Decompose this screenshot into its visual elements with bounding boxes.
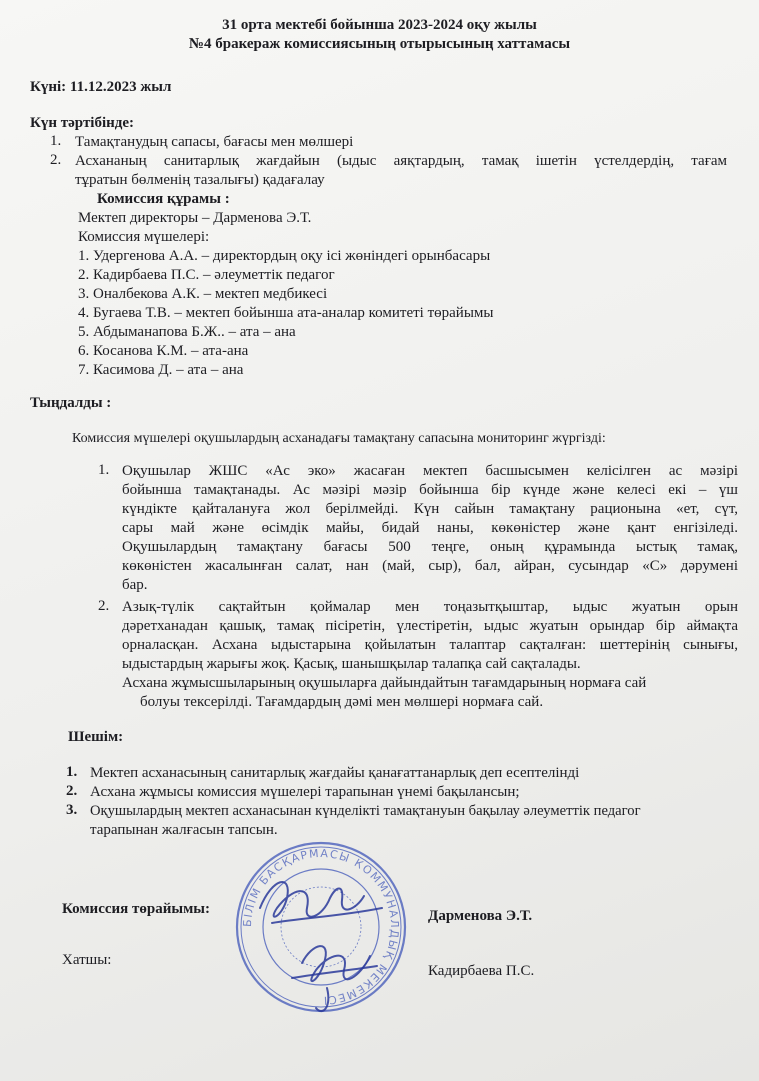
agenda-item-1: Тамақтанудың сапасы, бағасы мен мөлшері — [75, 134, 354, 150]
heard-p1-line: бар. — [122, 577, 148, 593]
secretary-name: Кадирбаева П.С. — [428, 963, 535, 979]
heard-p1-line: сары май және өсімдік майы, бидай наны, көкөністер және қант енгізіледі. — [122, 520, 738, 536]
official-stamp-icon — [232, 838, 410, 1016]
heard-p2-line: дәретханадан қашық, тамақ пісіретін, үлестіретін, ыдыс жуатын орындар бір аймақта — [122, 618, 738, 634]
heard-p1-line: күндікте қайталануға жол берілмейді. Күн сайын тамақтану рационына «ет, сүт, — [122, 501, 738, 517]
document-title-line2: №4 бракераж комиссиясының отырысының хаттамасы — [188, 36, 571, 52]
heard-p1-line: бойынша тамақтанады. Ас мәзірі мәзір бойынша бір күнде және келесі екі – үш — [122, 482, 738, 498]
chair-name: Дарменова Э.Т. — [428, 908, 533, 924]
heard-intro: Комиссия мүшелері оқушылардың асханадағы тамақтану сапасына мониторинг жүргізді: — [72, 431, 606, 446]
heard-p1-line: Оқушылардың тамақтану бағасы 500 теңге, оның құрамында ыстық тамақ, — [122, 539, 738, 555]
decision-item-1: Мектеп асханасының санитарлық жағдайы қанағаттанарлық деп есептелінді — [90, 765, 580, 781]
heard-p1-line: Оқушылар ЖШС «Ас эко» жасаған мектеп басшысымен келісілген ас мәзірі — [122, 463, 738, 479]
decision-item-3-line2: тарапынан жалғасын тапсын. — [90, 822, 278, 838]
heard-p2-line: орналасқан. Асхана ыдыстарына қойылатын талаптар сақталған: шеттерінің сынығы, — [122, 637, 738, 653]
agenda-item-2-line2: тұратын бөлменің тазалығы) қадағалау — [75, 172, 325, 188]
heard-p2-line: Асхана жұмысшыларының оқушыларға дайындайтын тағамдарының нормаға сай — [122, 675, 647, 691]
decision-title: Шешім: — [68, 729, 124, 745]
heard-title: Тыңдалды : — [30, 395, 112, 411]
commission-director: Мектеп директоры – Дарменова Э.Т. — [78, 210, 312, 226]
svg-text:БІЛІМ БАСҚАРМАСЫ КОММУНАЛДЫҚ М — [241, 847, 401, 1007]
heard-p2-line: ыдыстардың жарығы жоқ. Қасық, шанышқылар талапқа сай сақталады. — [122, 656, 581, 672]
commission-title: Комиссия құрамы : — [97, 191, 230, 207]
heard-number-1: 1. — [98, 462, 110, 478]
agenda-number-1: 1. — [50, 133, 62, 149]
agenda-number-2: 2. — [50, 152, 62, 168]
agenda-item-2-line1: Асхананың санитарлық жағдайын (ыдыс аяқтардың, тамақ ішетін үстелдердің, тағам — [75, 153, 727, 169]
commission-member: 3. Оналбекова А.К. – мектеп медбикесі — [78, 286, 328, 302]
agenda-title: Күн тәртібінде: — [30, 115, 135, 131]
commission-member: 7. Касимова Д. – ата – ана — [78, 362, 244, 378]
heard-p1-line: көкөністен жасалынған салат, нан (май, сыр), бал, айран, сусындар «С» дәрумені — [122, 558, 738, 574]
heard-p2-line: болуы тексерілді. Тағамдардың дәмі мен мөлшері нормаға сай. — [140, 694, 544, 710]
commission-member: 1. Удергенова А.А. – директордың оқу ісі жөніндегі орынбасары — [78, 248, 491, 264]
decision-number-3: 3. — [66, 802, 78, 818]
decision-number-1: 1. — [66, 764, 78, 780]
document-date: Күні: 11.12.2023 жыл — [30, 79, 172, 95]
decision-item-3-line1: Оқушылардың мектеп асханасынан күнделікті тамақтануын бақылау әлеуметтік педагог — [90, 803, 641, 819]
secretary-label: Хатшы: — [62, 952, 112, 968]
commission-member: 2. Кадирбаева П.С. – әлеуметтік педагог — [78, 267, 335, 283]
commission-member: 4. Бугаева Т.В. – мектеп бойынша ата-аналар комитеті төрайымы — [78, 305, 494, 321]
heard-p2-line: Азық-түлік сақтайтын қоймалар мен тоңазытқыштар, ыдыс жуатын орын — [122, 599, 738, 615]
stamp-text: БІЛІМ БАСҚАРМАСЫ КОММУНАЛДЫҚ МЕКЕМЕСІ — [240, 846, 402, 1008]
commission-members-title: Комиссия мүшелері: — [78, 229, 210, 245]
document-title-line1: 31 орта мектебі бойынша 2023-2024 оқу жылы — [222, 17, 537, 33]
decision-number-2: 2. — [66, 783, 78, 799]
chair-label: Комиссия төрайымы: — [62, 901, 211, 917]
decision-item-2: Асхана жұмысы комиссия мүшелері тарапынан үнемі бақылансын; — [90, 784, 520, 800]
heard-number-2: 2. — [98, 598, 110, 614]
commission-member: 5. Абдыманапова Б.Ж.. – ата – ана — [78, 324, 296, 340]
commission-member: 6. Косанова К.М. – ата-ана — [78, 343, 249, 359]
